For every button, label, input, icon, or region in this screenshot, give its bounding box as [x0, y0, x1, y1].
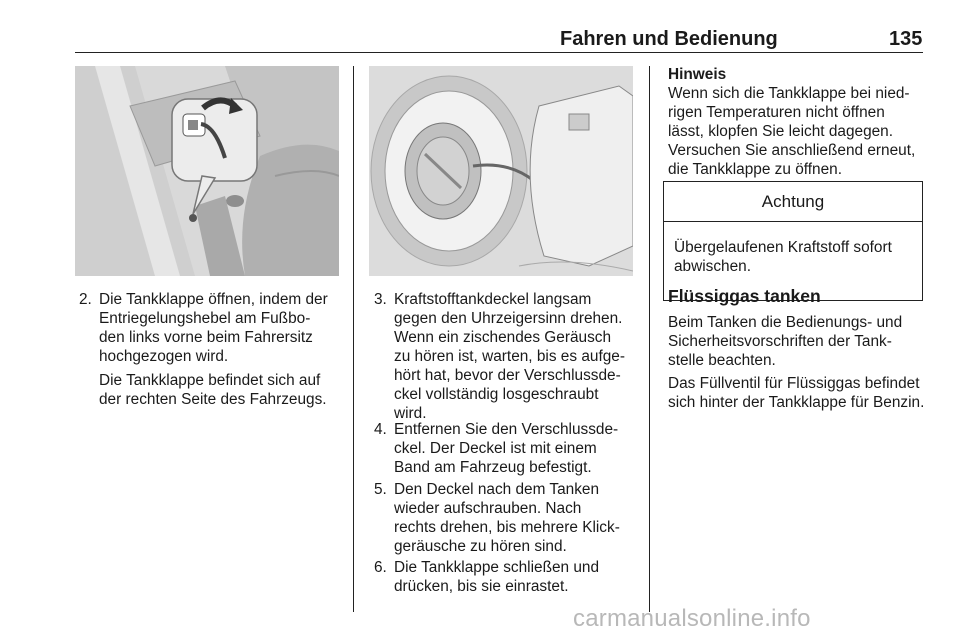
page-header-title: Fahren und Bedienung: [560, 28, 778, 50]
step-text: Den Deckel nach dem Tanken wieder aufschrauben. Nach rechts drehen, bis mehrere Klick- geräusche zu hören sind.: [394, 481, 620, 555]
note-title: Hinweis: [668, 66, 727, 83]
step-number: 3.: [374, 291, 387, 308]
step-text: Die Tankklappe öffnen, indem der Entriegelungshebel am Fußbo- den links vorne beim Fahrersitz hochgezogen wird. Die Tankklappe befindet sich auf der rechten Seite des Fahrzeugs.: [99, 291, 328, 408]
step-number: 5.: [374, 481, 387, 498]
caution-text: Übergelaufenen Kraftstoff sofort abwischen.: [674, 239, 892, 275]
step-text: Die Tankklappe schließen und drücken, bis sie einrastet.: [394, 559, 600, 595]
caution-box: [663, 181, 923, 301]
column-divider-2: [649, 66, 650, 612]
figure-fuel-filler-cap: [369, 66, 633, 276]
figure-fuel-flap-lever: [75, 66, 339, 276]
header-rule: [75, 52, 923, 53]
caution-heading: Achtung: [664, 182, 922, 222]
step-number: 4.: [374, 421, 387, 438]
note-body: Wenn sich die Tankklappe bei nied- rigen Temperaturen nicht öffnen lässt, klopfen Sie leicht dagegen. Versuchen Sie anschließend erneut, die Tankklappe zu öffnen.: [668, 85, 916, 178]
section-paragraph-1: Beim Tanken die Bedienungs- und Sicherheitsvorschriften der Tank- stelle beachten.: [668, 314, 903, 369]
step-text: Entfernen Sie den Verschlussde- ckel. Der Deckel ist mit einem Band am Fahrzeug befestigt.: [394, 421, 619, 476]
section-heading: Flüssiggas tanken: [668, 286, 821, 306]
watermark: carmanualsonline.info: [573, 605, 811, 632]
step-number: 6.: [374, 559, 387, 576]
step-number: 2.: [79, 291, 92, 308]
step-text: Kraftstofftankdeckel langsam gegen den Uhrzeigersinn drehen. Wenn ein zischendes Geräusch zu hören ist, warten, bis es aufge- hört hat, bevor der Verschlussde- ckel vollständig losgeschraubt wird.: [394, 291, 625, 422]
column-divider-1: [353, 66, 354, 612]
page-number: 135: [889, 28, 923, 50]
section-paragraph-2: Das Füllventil für Flüssiggas befindet sich hinter der Tankklappe für Benzin.: [668, 375, 925, 411]
